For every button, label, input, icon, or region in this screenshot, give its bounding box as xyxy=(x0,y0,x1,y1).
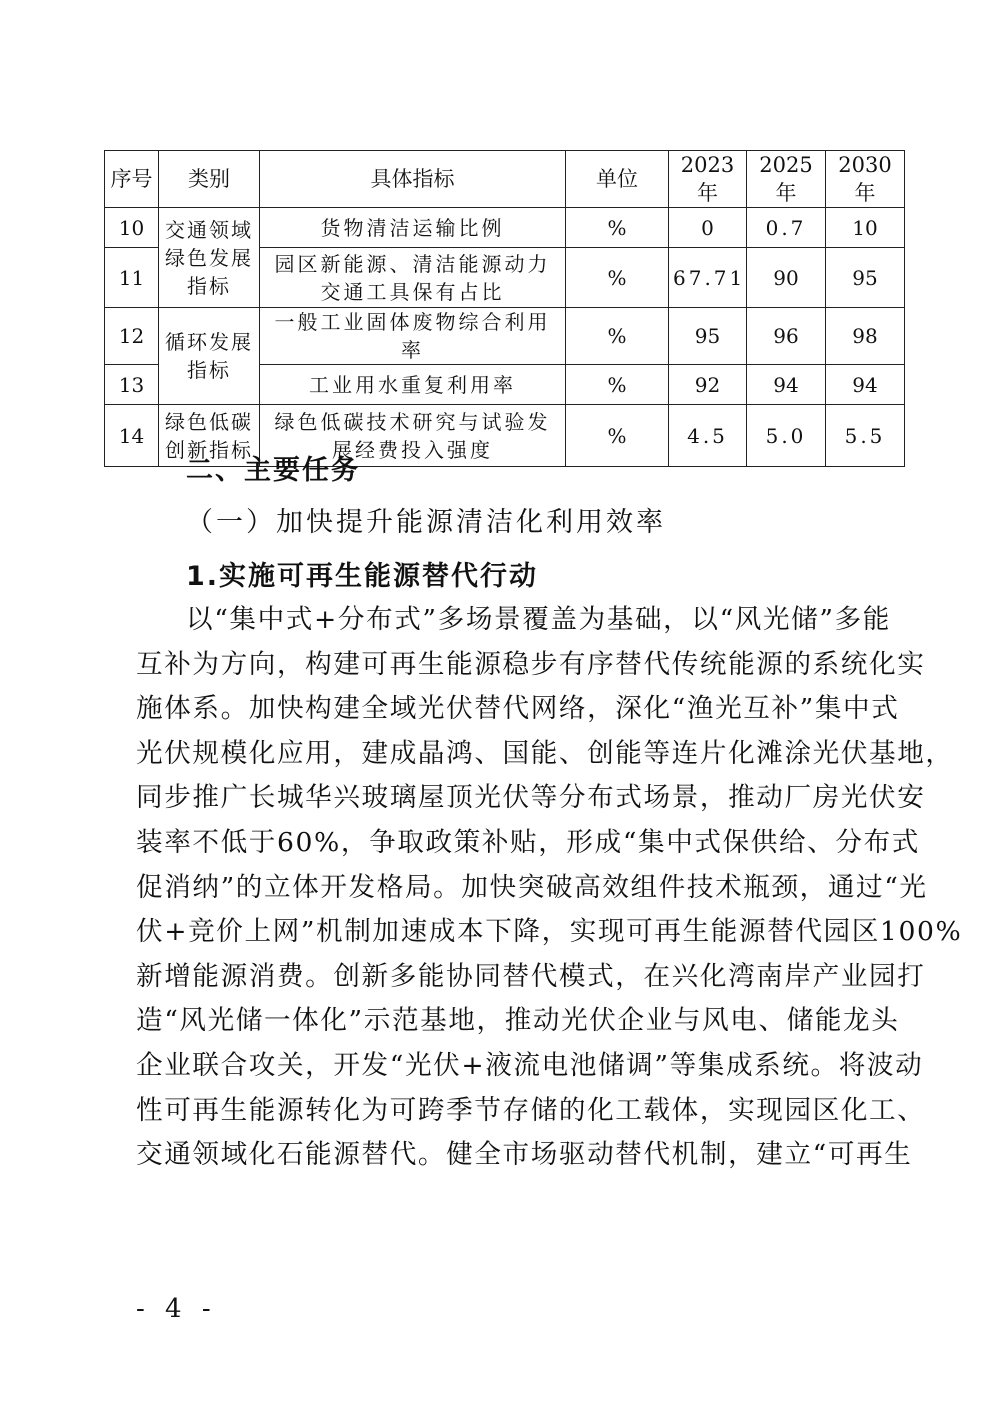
paragraph-line: 装率不低于60%，争取政策补贴，形成“集中式保供给、分布式 xyxy=(136,826,920,858)
paragraph-line: 性可再生能源转化为可跨季节存储的化工载体，实现园区化工、 xyxy=(136,1094,926,1126)
cell-2025: 90 xyxy=(747,248,826,308)
cell-2030: 98 xyxy=(826,308,905,365)
cell-category: 交通领域绿色发展指标 xyxy=(159,208,260,308)
cell-unit: % xyxy=(566,365,669,405)
cell-category: 循环发展指标 xyxy=(159,308,260,405)
indicator-table xyxy=(104,150,905,467)
cell-2030: 5.5 xyxy=(826,405,905,467)
cell-unit: % xyxy=(566,308,669,365)
cell-2023: 4.5 xyxy=(669,405,747,467)
paragraph-line: 伏+竞价上网”机制加速成本下降，实现可再生能源替代园区100% xyxy=(136,916,963,948)
cell-2023: 92 xyxy=(669,365,747,405)
cell-no: 12 xyxy=(105,308,159,365)
paragraph-line: 企业联合攻关，开发“光伏+液流电池储调”等集成系统。将波动 xyxy=(136,1049,924,1081)
table-row xyxy=(105,208,905,248)
paragraph-line: 交通领域化石能源替代。健全市场驱动替代机制，建立“可再生 xyxy=(136,1139,913,1171)
cell-indicator: 货物清洁运输比例 xyxy=(260,208,566,248)
cell-2023: 67.71 xyxy=(669,248,747,308)
paragraph-line: 造“风光储一体化”示范基地，推动光伏企业与风电、储能龙头 xyxy=(136,1005,900,1037)
paragraph-line: 新增能源消费。创新多能协同替代模式，在兴化湾南岸产业园打 xyxy=(136,960,926,992)
cell-indicator: 工业用水重复利用率 xyxy=(260,365,566,405)
header-category: 类别 xyxy=(159,151,260,208)
table-row xyxy=(105,308,905,365)
cell-unit: % xyxy=(566,248,669,308)
paragraph-line: 互补为方向，构建可再生能源稳步有序替代传统能源的系统化实 xyxy=(136,648,926,680)
table-header-row xyxy=(105,151,905,208)
cell-category: 绿色低碳创新指标 xyxy=(159,405,260,467)
cell-indicator: 绿色低碳技术研究与试验发展经费投入强度 xyxy=(260,405,566,467)
paragraph-line: 同步推广长城华兴玻璃屋顶光伏等分布式场景，推动厂房光伏安 xyxy=(136,782,926,814)
page-number: - 4 - xyxy=(136,1294,217,1324)
cell-2030: 94 xyxy=(826,365,905,405)
header-no: 序号 xyxy=(105,151,159,208)
cell-indicator: 园区新能源、清洁能源动力交通工具保有占比 xyxy=(260,248,566,308)
cell-unit: % xyxy=(566,208,669,248)
cell-no: 11 xyxy=(105,248,159,308)
cell-2030: 95 xyxy=(826,248,905,308)
cell-2025: 5.0 xyxy=(747,405,826,467)
cell-2025: 94 xyxy=(747,365,826,405)
header-2025: 2025 年 xyxy=(747,151,826,208)
subsection-title: （一）加快提升能源清洁化利用效率 xyxy=(186,507,666,538)
paragraph-line: 促消纳”的立体开发格局。加快突破高效组件技术瓶颈，通过“光 xyxy=(136,871,928,903)
cell-no: 14 xyxy=(105,405,159,467)
cell-2025: 0.7 xyxy=(747,208,826,248)
paragraph-line: 施体系。加快构建全域光伏替代网络，深化“渔光互补”集中式 xyxy=(136,693,900,725)
cell-no: 10 xyxy=(105,208,159,248)
paragraph-line: 以“集中式+分布式”多场景覆盖为基础，以“风光储”多能 xyxy=(186,604,891,635)
header-indicator: 具体指标 xyxy=(260,151,566,208)
header-2030: 2030 年 xyxy=(826,151,905,208)
header-unit: 单位 xyxy=(566,151,669,208)
paragraph-line: 光伏规模化应用，建成晶鸿、国能、创能等连片化滩涂光伏基地， xyxy=(136,737,954,769)
cell-2030: 10 xyxy=(826,208,905,248)
item-title: 1.实施可再生能源替代行动 xyxy=(186,561,539,592)
cell-unit: % xyxy=(566,405,669,467)
section-title: 二、主要任务 xyxy=(186,455,360,486)
cell-indicator: 一般工业固体废物综合利用率 xyxy=(260,308,566,365)
cell-2023: 95 xyxy=(669,308,747,365)
body-paragraph xyxy=(136,598,963,1178)
header-2023: 2023 年 xyxy=(669,151,747,208)
cell-2023: 0 xyxy=(669,208,747,248)
cell-no: 13 xyxy=(105,365,159,405)
cell-2025: 96 xyxy=(747,308,826,365)
